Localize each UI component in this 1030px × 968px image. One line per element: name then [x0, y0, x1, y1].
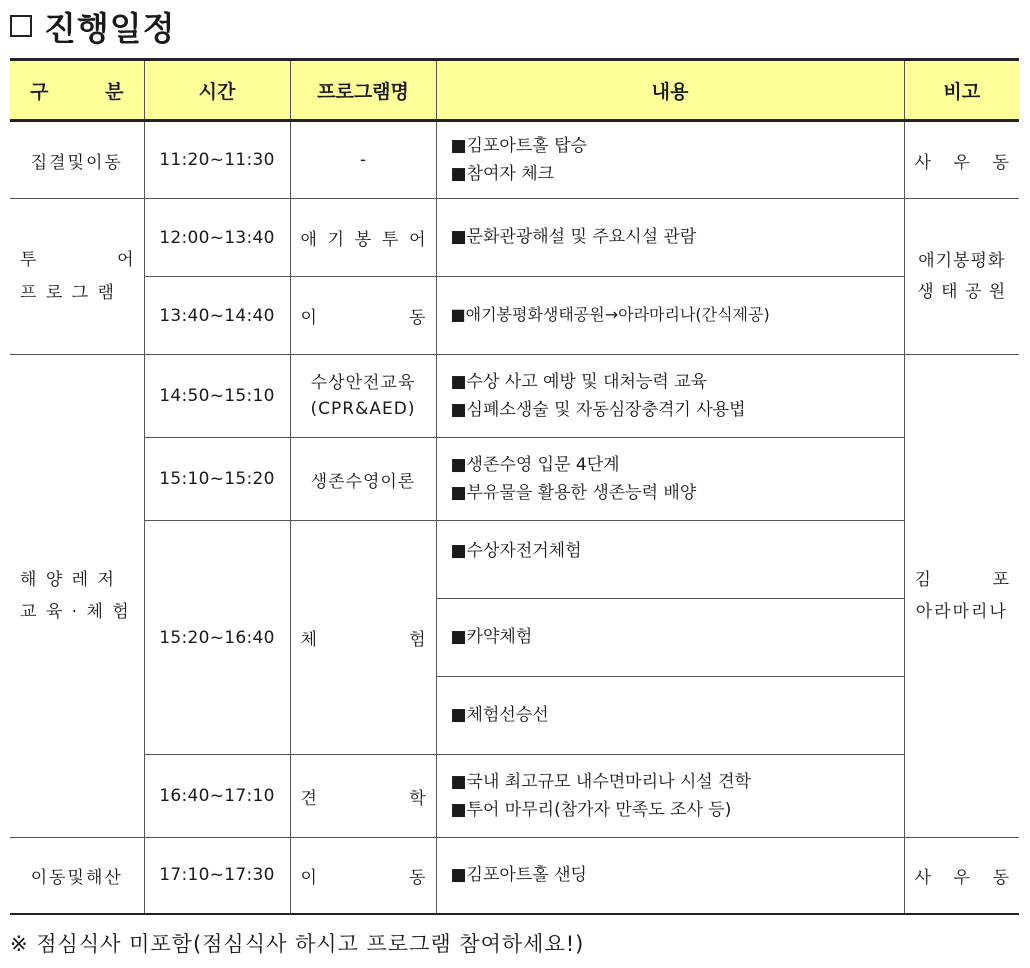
program-line: 수상안전교육 [310, 372, 416, 393]
remark-char: 동 [992, 867, 1009, 888]
program-cell [290, 355, 436, 438]
program-char: 어 [409, 230, 426, 250]
table-row [10, 277, 1019, 355]
content-cell [436, 438, 904, 521]
table-row [10, 521, 1019, 599]
program-cell: 생존수영이론 [290, 438, 436, 521]
content-line: ■투어 마무리(참가자 만족도 조사 등) [450, 800, 732, 820]
category-char: 투 [20, 250, 37, 271]
time-cell: 15:20~16:40 [144, 521, 290, 755]
program-cell [290, 521, 436, 755]
header-content: 내용 [436, 60, 904, 121]
remark-char: 우 [953, 152, 970, 173]
content-line: ■심폐소생술 및 자동심장충격기 사용법 [450, 400, 746, 420]
program-cell [290, 838, 436, 914]
program-char: 봉 [354, 230, 372, 250]
time-cell: 13:40~14:40 [144, 277, 290, 355]
program-char: 동 [409, 867, 426, 888]
remark-char: 사 [914, 867, 931, 888]
remark-cell [904, 121, 1019, 199]
program-line: (CPR&AED) [310, 399, 416, 419]
time-cell: 15:10~15:20 [144, 438, 290, 521]
program-char: 기 [327, 230, 345, 250]
content-cell: ■애기봉평화생태공원→아라마리나(간식제공) [436, 277, 904, 355]
header-remark: 비고 [904, 60, 1019, 121]
table-row [10, 121, 1019, 199]
category-cell: 이동및해산 [10, 838, 144, 914]
time-cell: 17:10~17:30 [144, 838, 290, 914]
header-category-left: 구 [30, 80, 49, 103]
header-program: 프로그램명 [290, 60, 436, 121]
remark-char: 김 [914, 569, 931, 590]
program-char: 동 [409, 308, 426, 328]
program-char: 체 [300, 630, 317, 650]
content-cell: ■체험선승선 [436, 677, 904, 755]
header-category [10, 60, 144, 121]
content-cell [436, 755, 904, 838]
header-row [10, 60, 1019, 121]
remark-cell [904, 199, 1019, 355]
content-line: ■김포아트홀 탑승 [450, 135, 587, 156]
program-cell: - [290, 121, 436, 199]
content-cell: ■김포아트홀 샌딩 [436, 838, 904, 914]
category-cell [10, 355, 144, 838]
category-cell [10, 199, 144, 355]
program-char: 학 [409, 788, 426, 809]
program-char: 투 [381, 230, 399, 250]
header-category-right: 분 [105, 80, 124, 103]
remark-cell [904, 838, 1019, 914]
remark-char: 사 [914, 152, 931, 173]
category-char: 어 [117, 250, 134, 271]
content-line: ■참여자 체크 [450, 164, 555, 184]
category-line: 교 육 · 체 험 [20, 602, 131, 622]
table-row [10, 438, 1019, 521]
remark-line: 애기봉평화 [918, 250, 1006, 271]
remark-char: 포 [992, 569, 1009, 590]
content-line: ■수상 사고 예방 및 대처능력 교육 [450, 371, 708, 392]
category-line: 해 양 레 저 [20, 569, 116, 590]
content-cell: ■수상자전거체험 [436, 521, 904, 599]
header-time: 시간 [144, 60, 290, 121]
program-char: 이 [300, 308, 317, 328]
category-line: 프 로 그 램 [20, 282, 116, 303]
table-row [10, 755, 1019, 838]
program-char: 이 [300, 867, 317, 888]
remark-char: 우 [953, 867, 970, 888]
content-line: ■부유물을 활용한 생존능력 배양 [450, 483, 697, 503]
footnote: ※ 점심식사 미포함(점심식사 하시고 프로그램 참여하세요!) [10, 932, 585, 956]
remark-line: 아라마리나 [915, 602, 1008, 622]
schedule-table [10, 58, 1019, 915]
content-cell: ■문화관광해설 및 주요시설 관람 [436, 199, 904, 277]
program-cell [290, 277, 436, 355]
table-row [10, 355, 1019, 438]
page-title [10, 2, 176, 50]
remark-cell [904, 355, 1019, 838]
title-text: 진행일정 [44, 8, 176, 48]
time-cell: 12:00~13:40 [144, 199, 290, 277]
program-char: 험 [409, 630, 426, 650]
content-cell [436, 355, 904, 438]
time-cell: 11:20~11:30 [144, 121, 290, 199]
remark-line: 생 태 공 원 [917, 281, 1007, 302]
table-row [10, 199, 1019, 277]
program-char: 애 [300, 230, 317, 250]
content-line: ■국내 최고규모 내수면마리나 시설 견학 [450, 771, 751, 792]
table-row [10, 838, 1019, 914]
content-cell: ■카약체험 [436, 599, 904, 677]
remark-char: 동 [992, 152, 1009, 173]
checkbox-square-icon [10, 15, 32, 37]
program-cell [290, 199, 436, 277]
time-cell: 14:50~15:10 [144, 355, 290, 438]
category-cell: 집결및이동 [10, 121, 144, 199]
program-cell [290, 755, 436, 838]
content-line: ■생존수영 입문 4단계 [450, 454, 620, 475]
content-cell [436, 121, 904, 199]
program-char: 견 [300, 788, 317, 809]
time-cell: 16:40~17:10 [144, 755, 290, 838]
